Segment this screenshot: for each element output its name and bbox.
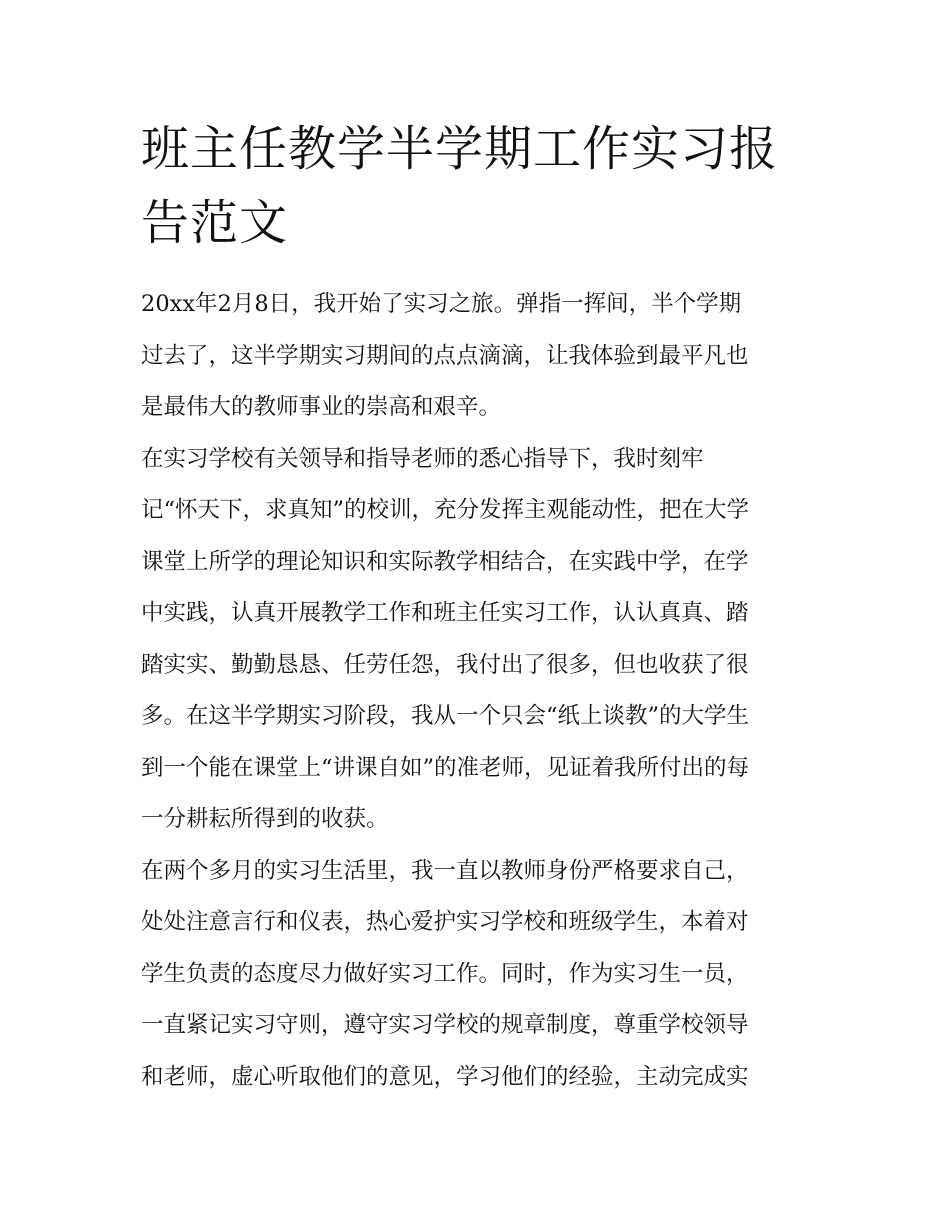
document-title xyxy=(141,112,821,260)
text-line: 一直紧记实习守则，遵守实习学校的规章制度，尊重学校领导 xyxy=(141,1012,749,1038)
text-line: 到一个能在课堂上“讲课自如”的准老师，见证着我所付出的每 xyxy=(141,754,750,781)
paragraph-2 xyxy=(141,434,821,846)
title-line: 班主任教学半学期工作实习报 xyxy=(141,121,779,177)
text-line: 课堂上所学的理论知识和实际教学相结合，在实践中学，在学 xyxy=(141,548,749,575)
text-line: 学生负责的态度尽力做好实习工作。同时，作为实习生一员， xyxy=(141,960,749,987)
text-line: 在两个多月的实习生活里，我一直以教师身份严格要求自己， xyxy=(141,857,749,884)
text-line: 处处注意言行和仪表，热心爱护实习学校和班级学生，本着对 xyxy=(141,909,749,935)
text-line: 是最伟大的教师事业的崇高和艰辛。 xyxy=(141,394,502,420)
text-line: 和老师，虚心听取他们的意见，学习他们的经验，主动完成实 xyxy=(141,1063,749,1090)
text-line: 过去了，这半学期实习期间的点点滴滴，让我体验到最平凡也 xyxy=(141,342,749,369)
text-line: 踏实实、勤勤恳恳、任劳任怨，我付出了很多，但也收获了很 xyxy=(141,651,749,678)
text-line: 20xx年2月8日，我开始了实习之旅。弹指一挥间，半个学期 xyxy=(141,291,742,317)
text-line: 多。在这半学期实习阶段，我从一个只会“纸上谈教”的大学生 xyxy=(141,703,750,729)
document-body xyxy=(141,279,821,1103)
text-line: 中实践，认真开展教学工作和班主任实习工作，认认真真、踏 xyxy=(141,600,749,626)
paragraph-1 xyxy=(141,279,821,434)
text-line: 在实习学校有关领导和指导老师的悉心指导下，我时刻牢 xyxy=(141,445,704,472)
title-line: 告范文 xyxy=(141,195,289,251)
paragraph-3 xyxy=(141,846,821,1104)
text-line: 记“怀天下，求真知”的校训，充分发挥主观能动性，把在大学 xyxy=(141,497,750,523)
text-line: 一分耕耘所得到的收获。 xyxy=(141,806,389,832)
